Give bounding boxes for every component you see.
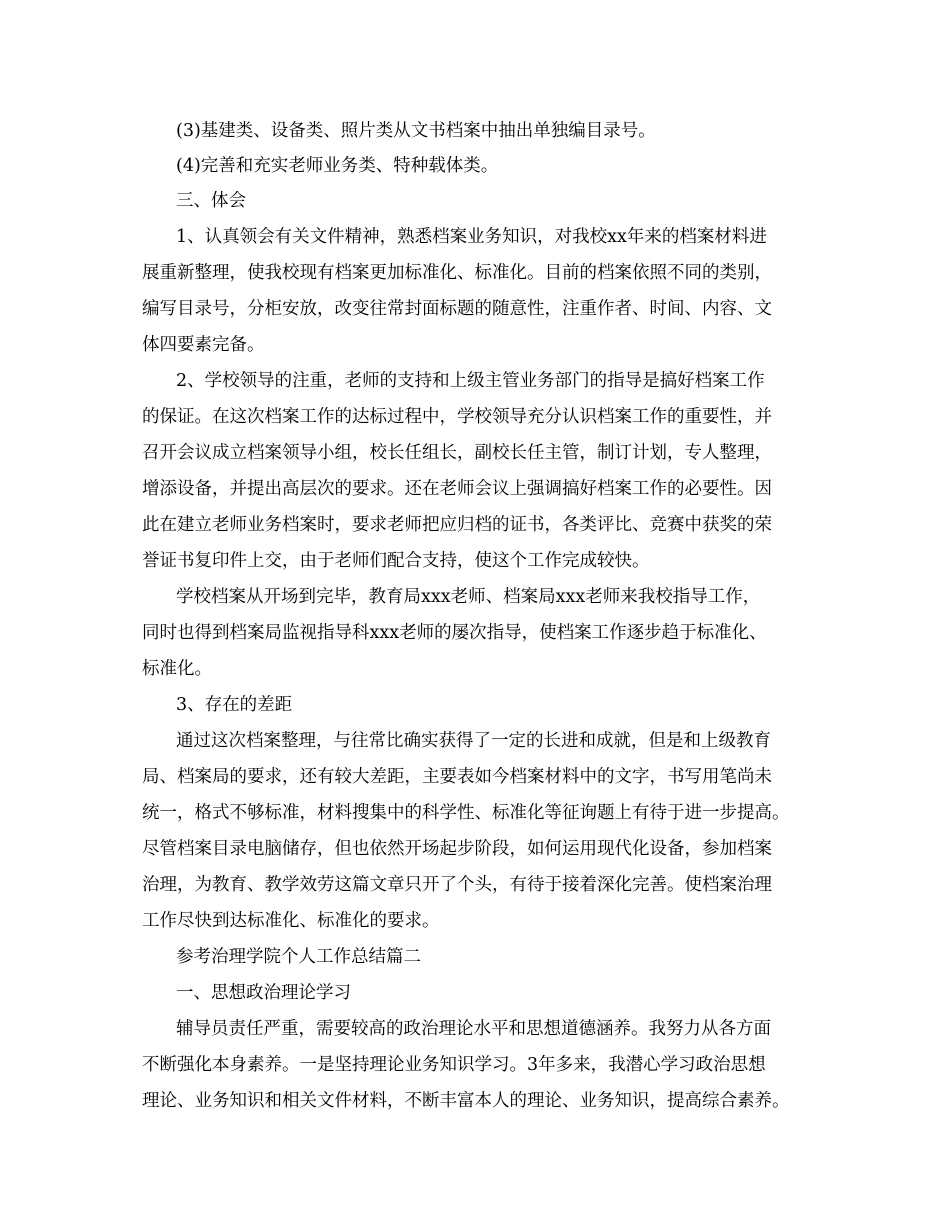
text-line: 通过这次档案整理，与往常比确实获得了一定的长进和成就，但是和上级教育	[176, 731, 771, 751]
text-line: 局、档案局的要求，还有较大差距，主要表如今档案材料中的文字，书写用笔尚未	[142, 767, 772, 787]
text-line: 统一，格式不够标准，材料搜集中的科学性、标准化等征询题上有待于进一步提高。	[142, 803, 790, 823]
text-line: 增添设备，并提出高层次的要求。还在老师会议上强调搞好档案工作的必要性。因	[142, 479, 772, 499]
text-line: 体四要素完备。	[142, 335, 265, 355]
text-line: 理论、业务知识和相关文件材料，不断丰富本人的理论、业务知识，提高综合素养。	[142, 1091, 790, 1111]
text-line: 辅导员责任严重，需要较高的政治理论水平和思想道德涵养。我努力从各方面	[176, 1019, 771, 1039]
text-line: 学校档案从开场到完毕，教育局xxx老师、档案局xxx老师来我校指导工作，	[176, 587, 761, 607]
text-line: 誉证书复印件上交，由于老师们配合支持，使这个工作完成较快。	[142, 551, 650, 571]
text-line: 治理，为教育、教学效劳这篇文章只开了个头，有待于接着深化完善。使档案治理	[142, 875, 772, 895]
text-line: 此在建立老师业务档案时，要求老师把应归档的证书，各类评比、竞赛中获奖的荣	[142, 515, 772, 535]
section-heading: 3、存在的差距	[176, 695, 293, 715]
text-line: 1、认真领会有关文件精神，熟悉档案业务知识，对我校xx年来的档案材料进	[176, 227, 767, 247]
text-line: (4)完善和充实老师业务类、特种载体类。	[176, 156, 499, 176]
text-line: 标准化。	[142, 659, 212, 679]
section-heading: 三、体会	[176, 191, 246, 211]
text-line: 的保证。在这次档案工作的达标过程中，学校领导充分认识档案工作的重要性，并	[142, 407, 772, 427]
text-line: 召开会议成立档案领导小组，校长任组长，副校长任主管，制订计划，专人整理，	[142, 443, 772, 463]
text-line: 展重新整理，使我校现有档案更加标准化、标准化。目前的档案依照不同的类别，	[142, 263, 772, 283]
text-line: 2、学校领导的注重，老师的支持和上级主管业务部门的指导是搞好档案工作	[176, 371, 765, 391]
text-line: 工作尽快到达标准化、标准化的要求。	[142, 911, 440, 931]
section-title: 参考治理学院个人工作总结篇二	[176, 947, 421, 967]
text-line: 编写目录号，分柜安放，改变往常封面标题的随意性，注重作者、时间、内容、文	[142, 299, 772, 319]
text-line: 不断强化本身素养。一是坚持理论业务知识学习。3年多来，我潜心学习政治思想	[142, 1055, 766, 1075]
text-line: (3)基建类、设备类、照片类从文书档案中抽出单独编目录号。	[176, 121, 656, 141]
text-line: 同时也得到档案局监视指导科xxx老师的屡次指导，使档案工作逐步趋于标准化、	[142, 623, 767, 643]
text-line: 尽管档案目录电脑储存，但也依然开场起步阶段，如何运用现代化设备，参加档案	[142, 839, 772, 859]
section-heading: 一、思想政治理论学习	[176, 983, 351, 1003]
